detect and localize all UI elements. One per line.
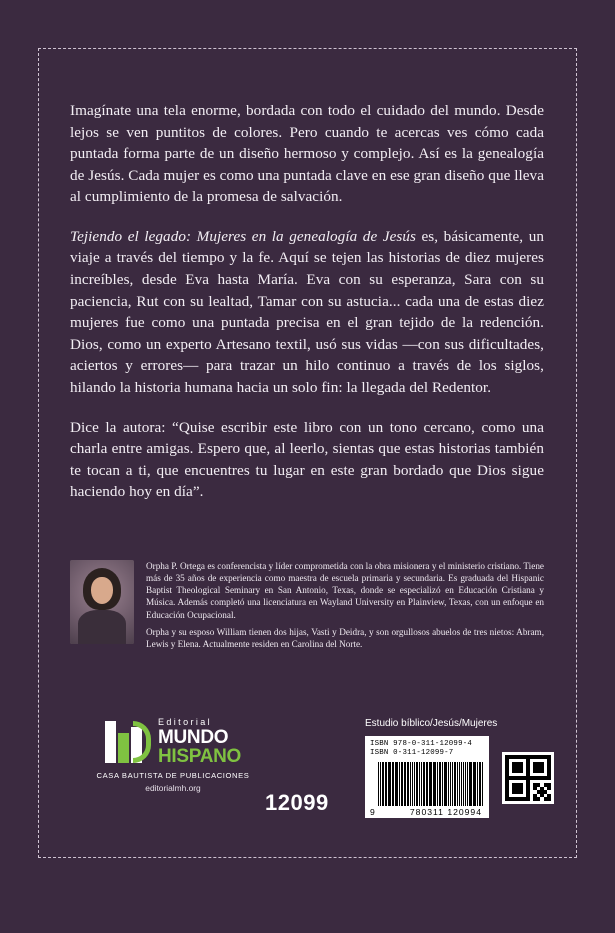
sku-number: 12099 <box>265 790 329 815</box>
publisher-name-mundo: MUNDO <box>157 727 229 748</box>
author-photo <box>70 560 134 644</box>
isbn-13: ISBN 978-0-311-12099-4 <box>370 740 472 748</box>
publisher-website[interactable]: editorialmh.org <box>145 783 201 793</box>
publisher-logo <box>78 718 268 793</box>
author-bio-paragraph-2: Orpha y su esposo William tienen dos hijas, Vasti y Deidra, y son orgullosos abuelos de tres nietos: Abram, Lewis y Elena. Actualmente residen en Carolina del Norte. <box>146 626 544 649</box>
publisher-editorial-label: Editorial <box>157 717 213 727</box>
publisher-name-hispano: HISPANO <box>157 746 242 767</box>
blurb-paragraph-1: Imagínate una tela enorme, bordada con todo el cuidado del mundo. Desde lejos se ven puntitos de colores. Pero cuando te acercas ves cómo cada puntada forma parte de un diseño hermoso y complejo. Así es la genealogía de Jesús. Cada mujer es como una puntada clave en ese gran diseño que lleva al cumplimiento de la promesa de salvación. <box>70 102 544 206</box>
book-title-italic: Tejiendo el legado: Mujeres en la genealogía de Jesús <box>70 227 416 245</box>
author-bio <box>146 560 544 650</box>
barcode-bars <box>370 762 484 806</box>
author-bio-paragraph-1: Orpha P. Ortega es conferencista y líder comprometida con la obra misionera y el ministerio cristiano. Tiene más de 35 años de experiencia como maestra de escuela primaria y secundaria. Es graduada del Hispanic Baptist Theological Seminary en San Antonio, Texas, donde se especializó en Educación Cristiana y Música. Además completó una licenciatura en Wayland University en Plainview, Texas, con un enfoque en Educación Ocupacional. <box>146 561 544 620</box>
blurb-paragraph-3: Dice la autora: “Quise escribir este libro con un tono cercano, como una charla entre amigas. Espero que, al leerlo, sientas que estas historias también te tocan a ti, que encuentres tu lugar en este gran bordado que Dios sigue haciendo hoy en día”. <box>70 418 544 501</box>
category-label: Estudio bíblico/Jesús/Mujeres <box>365 718 498 729</box>
publisher-tagline: CASA BAUTISTA DE PUBLICACIONES <box>96 771 250 780</box>
barcode <box>365 736 489 818</box>
barcode-digit-left: 9 <box>370 806 376 817</box>
barcode-digits-right: 780311 120994 <box>409 806 482 817</box>
isbn-10: ISBN 0-311-12099-7 <box>370 749 454 758</box>
footer <box>70 718 544 828</box>
author-block <box>70 560 544 650</box>
qr-code-icon[interactable] <box>502 752 554 804</box>
publisher-mark-icon <box>105 721 151 763</box>
blurb-paragraph-2-rest: es, básicamente, un viaje a través del tiempo y la fe. Aquí se tejen las historias de diez mujeres increíbles, desde Eva hasta María. Eva con su esperanza, Sara con su paciencia, Rut con su lealtad, Tamar con su astucia... cada una de estas diez mujeres fue como una puntada precisa en el gran tejido de la redención. Dios, como un experto Artesano textil, usó sus vidas —con sus dificultades, aciertos y errores— para trazar un hilo continuo a través de los siglos, hilando la historia humana hacia un solo fin: la llegada del Redentor. <box>70 227 544 396</box>
blurb-paragraph-2 <box>70 226 544 399</box>
blurb-content <box>70 100 544 503</box>
